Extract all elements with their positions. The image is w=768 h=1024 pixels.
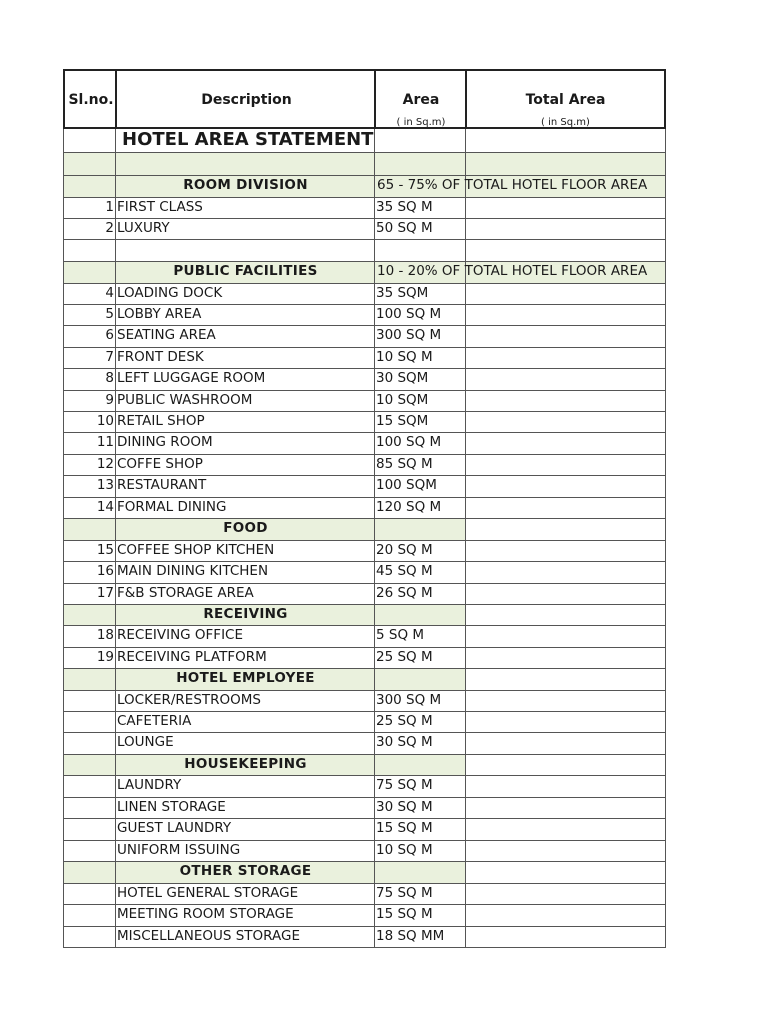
row-area: 300 SQ M: [374, 691, 465, 711]
row-total: [465, 712, 666, 732]
row-sl: 18: [63, 626, 115, 647]
section-row-receiving: [63, 605, 666, 626]
sl-cell: [63, 129, 115, 152]
row-area: 15 SQM: [374, 412, 465, 432]
header-total-area: [465, 71, 664, 127]
total-cell: [465, 519, 666, 540]
sl-cell: [63, 862, 115, 883]
table-row: [63, 284, 666, 305]
table-row: [63, 326, 666, 348]
section-label: RECEIVING: [115, 605, 374, 625]
table-row: [63, 626, 666, 648]
row-sl: 8: [63, 369, 115, 390]
row-description: FORMAL DINING: [115, 498, 374, 518]
row-description: LOBBY AREA: [115, 305, 374, 325]
row-description: GUEST LAUNDRY: [115, 819, 374, 840]
row-description: F&B STORAGE AREA: [115, 584, 374, 604]
row-description: LAUNDRY: [115, 776, 374, 797]
section-label: HOTEL EMPLOYEE: [115, 669, 374, 690]
row-description: HOTEL GENERAL STORAGE: [115, 884, 374, 904]
row-area: 75 SQ M: [374, 884, 465, 904]
row-description: LOCKER/RESTROOMS: [115, 691, 374, 711]
section-note: 65 - 75% OF TOTAL HOTEL FLOOR AREA: [377, 177, 648, 193]
row-area: 30 SQM: [374, 369, 465, 390]
row-description: COFFEE SHOP KITCHEN: [115, 541, 374, 561]
row-description: DINING ROOM: [115, 433, 374, 454]
row-area: 35 SQM: [374, 284, 465, 304]
row-sl: 7: [63, 348, 115, 368]
empty-row: [63, 240, 666, 262]
table-row: [63, 841, 666, 862]
row-sl: [63, 927, 115, 947]
row-description: RESTAURANT: [115, 476, 374, 497]
row-sl: [63, 712, 115, 732]
row-sl: 17: [63, 584, 115, 604]
total-cell: [465, 153, 666, 175]
row-total: [465, 455, 666, 475]
row-description: RECEIVING OFFICE: [115, 626, 374, 647]
row-sl: [63, 733, 115, 754]
row-sl: 15: [63, 541, 115, 561]
section-row-housekeeping: [63, 755, 666, 776]
table-row: [63, 584, 666, 605]
row-sl: [63, 776, 115, 797]
row-total: [465, 326, 666, 347]
area-cell: [374, 519, 465, 540]
row-description: MAIN DINING KITCHEN: [115, 562, 374, 583]
table-row: [63, 927, 666, 948]
section-row-hotel-employee: [63, 669, 666, 691]
sl-cell: [63, 153, 115, 175]
row-sl: [63, 905, 115, 926]
row-area: 20 SQ M: [374, 541, 465, 561]
row-total: [465, 476, 666, 497]
row-description: LEFT LUGGAGE ROOM: [115, 369, 374, 390]
row-total: [465, 284, 666, 304]
total-cell: [465, 240, 666, 261]
header-sl-no-label: Sl.no.: [68, 92, 114, 108]
section-note: 10 - 20% OF TOTAL HOTEL FLOOR AREA: [377, 263, 648, 279]
row-area: 35 SQ M: [374, 198, 465, 218]
row-sl: 19: [63, 648, 115, 668]
row-description: COFFE SHOP: [115, 455, 374, 475]
header-total-area-unit: ( in Sq.m): [541, 117, 590, 128]
page-title: HOTEL AREA STATEMENT: [115, 129, 374, 152]
row-area: 75 SQ M: [374, 776, 465, 797]
table-row: [63, 391, 666, 412]
row-sl: [63, 798, 115, 818]
area-statement-table: [63, 69, 666, 948]
row-total: [465, 733, 666, 754]
row-description: SEATING AREA: [115, 326, 374, 347]
sl-cell: [63, 262, 115, 283]
row-sl: 14: [63, 498, 115, 518]
total-cell: [465, 755, 666, 775]
table-row: [63, 798, 666, 819]
row-description: LOUNGE: [115, 733, 374, 754]
row-total: [465, 412, 666, 432]
row-area: 100 SQ M: [374, 305, 465, 325]
row-total: [465, 391, 666, 411]
row-sl: 12: [63, 455, 115, 475]
row-sl: 9: [63, 391, 115, 411]
row-description: MEETING ROOM STORAGE: [115, 905, 374, 926]
row-sl: 4: [63, 284, 115, 304]
row-total: [465, 841, 666, 861]
table-row: [63, 219, 666, 240]
row-area: 10 SQM: [374, 391, 465, 411]
table-row: [63, 884, 666, 905]
title-row: [63, 129, 666, 153]
section-label: PUBLIC FACILITIES: [115, 262, 374, 283]
row-sl: 1: [63, 198, 115, 218]
total-cell: [465, 669, 666, 690]
area-cell: [374, 669, 465, 690]
table-row: [63, 733, 666, 755]
row-total: [465, 884, 666, 904]
row-sl: 10: [63, 412, 115, 432]
section-label: ROOM DIVISION: [115, 176, 374, 197]
row-total: [465, 198, 666, 218]
row-total: [465, 927, 666, 947]
row-total: [465, 798, 666, 818]
row-area: 25 SQ M: [374, 648, 465, 668]
row-total: [465, 584, 666, 604]
table-row: [63, 369, 666, 391]
row-sl: 6: [63, 326, 115, 347]
row-area: 5 SQ M: [374, 626, 465, 647]
area-cell: [374, 129, 465, 152]
sl-cell: [63, 669, 115, 690]
row-sl: 16: [63, 562, 115, 583]
row-description: LINEN STORAGE: [115, 798, 374, 818]
total-cell: [465, 129, 666, 152]
row-total: [465, 433, 666, 454]
sl-cell: [63, 240, 115, 261]
row-sl: 2: [63, 219, 115, 239]
row-area: 50 SQ M: [374, 219, 465, 239]
table-row: [63, 819, 666, 841]
section-row-room-division: [63, 176, 666, 198]
table-header: [63, 69, 666, 129]
row-total: [465, 819, 666, 840]
table-row: [63, 776, 666, 798]
table-row: [63, 562, 666, 584]
area-cell: [374, 153, 465, 175]
row-area: 45 SQ M: [374, 562, 465, 583]
section-row-other-storage: [63, 862, 666, 884]
header-area: [374, 71, 466, 127]
header-total-area-label: Total Area: [525, 92, 606, 108]
section-label: FOOD: [115, 519, 374, 540]
row-description: FIRST CLASS: [115, 198, 374, 218]
header-area-unit: ( in Sq.m): [396, 117, 446, 128]
table-row: [63, 412, 666, 433]
row-description: UNIFORM ISSUING: [115, 841, 374, 861]
total-cell: [465, 862, 666, 883]
row-area: 30 SQ M: [374, 798, 465, 818]
row-area: 10 SQ M: [374, 841, 465, 861]
table-row: [63, 712, 666, 733]
row-sl: 5: [63, 305, 115, 325]
section-label: OTHER STORAGE: [115, 862, 374, 883]
table-row: [63, 476, 666, 498]
row-description: FRONT DESK: [115, 348, 374, 368]
area-cell: [374, 240, 465, 261]
row-description: LOADING DOCK: [115, 284, 374, 304]
table-row: [63, 198, 666, 219]
row-area: 100 SQ M: [374, 433, 465, 454]
row-total: [465, 562, 666, 583]
row-total: [465, 348, 666, 368]
row-area: 18 SQ MM: [374, 927, 465, 947]
header-area-label: Area: [402, 92, 440, 108]
row-sl: [63, 691, 115, 711]
row-description: CAFETERIA: [115, 712, 374, 732]
table-row: [63, 455, 666, 476]
table-row: [63, 648, 666, 669]
row-description: RETAIL SHOP: [115, 412, 374, 432]
header-sl-no: [65, 71, 117, 127]
desc-cell: [115, 153, 374, 175]
row-total: [465, 219, 666, 239]
row-description: LUXURY: [115, 219, 374, 239]
row-area: 100 SQM: [374, 476, 465, 497]
table-row: [63, 691, 666, 712]
total-cell: [465, 605, 666, 625]
row-description: MISCELLANEOUS STORAGE: [115, 927, 374, 947]
row-area: 15 SQ M: [374, 905, 465, 926]
table-row: [63, 305, 666, 326]
table-row: [63, 348, 666, 369]
table-row: [63, 905, 666, 927]
area-cell: [374, 755, 465, 775]
row-area: 30 SQ M: [374, 733, 465, 754]
area-cell: [374, 862, 465, 883]
row-area: 300 SQ M: [374, 326, 465, 347]
section-row-food: [63, 519, 666, 541]
table-row: [63, 433, 666, 455]
sl-cell: [63, 755, 115, 775]
spacer-row: [63, 153, 666, 176]
sl-cell: [63, 176, 115, 197]
row-total: [465, 369, 666, 390]
desc-cell: [115, 240, 374, 261]
row-total: [465, 626, 666, 647]
row-sl: 13: [63, 476, 115, 497]
section-label: HOUSEKEEPING: [115, 755, 374, 775]
row-area: 25 SQ M: [374, 712, 465, 732]
row-area: 15 SQ M: [374, 819, 465, 840]
row-total: [465, 305, 666, 325]
row-area: 120 SQ M: [374, 498, 465, 518]
row-area: 26 SQ M: [374, 584, 465, 604]
sl-cell: [63, 605, 115, 625]
header-description-label: Description: [201, 92, 292, 108]
area-cell: [374, 605, 465, 625]
row-area: 10 SQ M: [374, 348, 465, 368]
sl-cell: [63, 519, 115, 540]
row-total: [465, 541, 666, 561]
row-area: 85 SQ M: [374, 455, 465, 475]
section-row-public-facilities: [63, 262, 666, 284]
row-total: [465, 776, 666, 797]
table-row: [63, 498, 666, 519]
row-total: [465, 498, 666, 518]
row-sl: [63, 819, 115, 840]
row-sl: [63, 841, 115, 861]
header-description: [115, 71, 376, 127]
row-sl: 11: [63, 433, 115, 454]
row-description: PUBLIC WASHROOM: [115, 391, 374, 411]
row-sl: [63, 884, 115, 904]
row-description: RECEIVING PLATFORM: [115, 648, 374, 668]
row-total: [465, 905, 666, 926]
table-row: [63, 541, 666, 562]
row-total: [465, 648, 666, 668]
row-total: [465, 691, 666, 711]
